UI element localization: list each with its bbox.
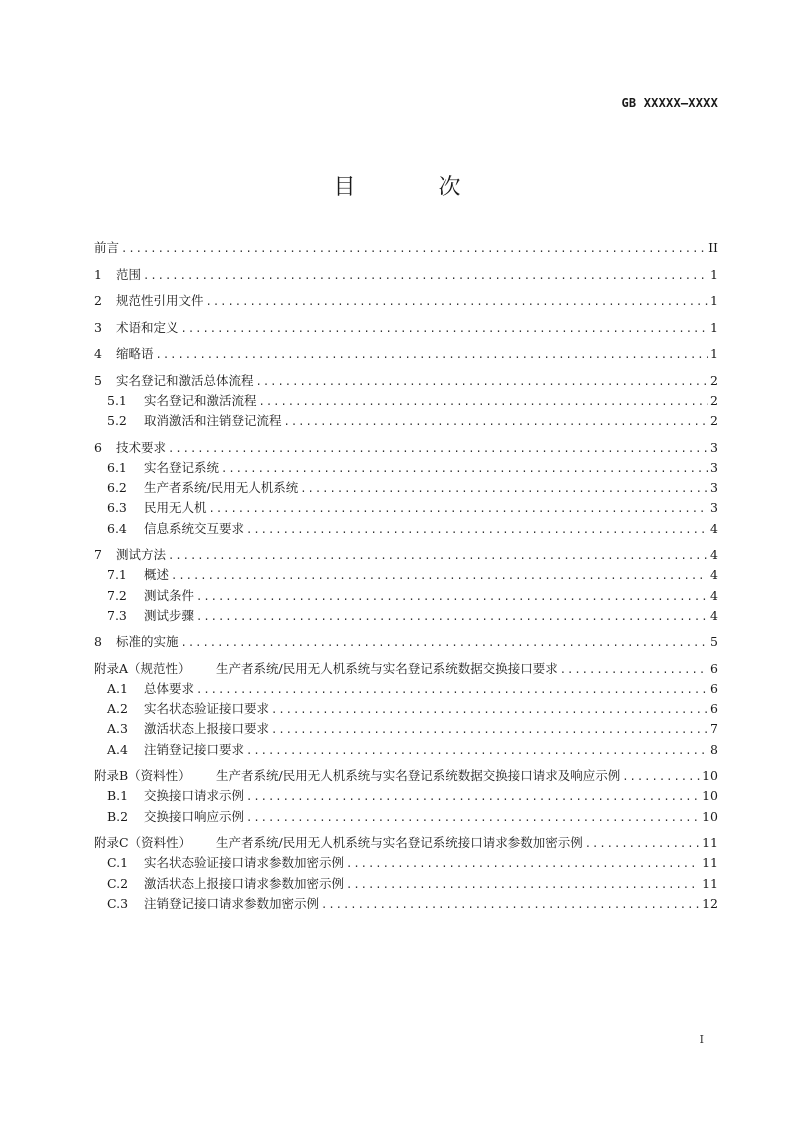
toc-page-number: 6 <box>710 660 718 676</box>
toc-page-number: 4 <box>710 547 718 563</box>
dot-leader <box>259 392 708 412</box>
toc-entry-number: B.1 <box>107 788 129 804</box>
toc-entry-title: 取消激活和注销登记流程 <box>144 413 282 429</box>
dot-leader <box>246 520 708 540</box>
toc-subentry[interactable] <box>94 586 718 606</box>
toc-entry-title: 注销登记接口请求参数加密示例 <box>144 895 320 911</box>
toc-entry-number: 8 <box>94 634 102 650</box>
toc-entry-number: 5 <box>94 372 102 388</box>
toc-entry-number: B.2 <box>107 808 129 824</box>
toc-subentry[interactable] <box>94 478 718 498</box>
toc-entry-number: A.1 <box>107 681 128 697</box>
toc-entry-title: 总体要求 <box>144 681 195 697</box>
toc-section <box>94 659 718 760</box>
toc-entry-title: 概述 <box>144 567 170 583</box>
toc-entry-title: 生产者系统/民用无人机系统与实名登记系统数据交换接口要求 <box>216 660 558 676</box>
toc-entry-title: 术语和定义 <box>116 319 179 335</box>
toc-page-number: 11 <box>702 855 718 871</box>
toc-section <box>94 545 718 626</box>
toc-entry-number: 4 <box>94 346 102 362</box>
toc-subentry[interactable] <box>94 786 718 806</box>
toc-entry[interactable] <box>94 238 718 258</box>
toc-page-number: 1 <box>710 346 718 362</box>
dot-leader <box>196 680 708 700</box>
toc-subentry[interactable] <box>94 853 718 873</box>
toc-subentry[interactable] <box>94 740 718 760</box>
toc-page-number: 4 <box>710 567 718 583</box>
toc-entry-number: 7.2 <box>107 587 127 603</box>
toc-entry[interactable] <box>94 659 718 679</box>
toc-entry-number: 2 <box>94 293 102 309</box>
toc-entry-title: 激活状态上报接口要求 <box>144 721 270 737</box>
toc-subentry[interactable] <box>94 807 718 827</box>
toc-subentry[interactable] <box>94 874 718 894</box>
dot-leader <box>121 239 706 259</box>
dot-leader <box>168 439 708 459</box>
toc-subentry[interactable] <box>94 719 718 739</box>
toc-entry-title: 实名登记系统 <box>144 460 220 476</box>
toc-entry-title: 实名登记和激活总体流程 <box>116 372 254 388</box>
toc-entry-number: 6.3 <box>107 500 127 516</box>
toc-page-number: 2 <box>710 393 718 409</box>
toc-entry-number: 6 <box>94 439 102 455</box>
toc-section <box>94 438 718 539</box>
dot-leader <box>321 895 700 915</box>
dot-leader <box>560 660 708 680</box>
toc-subentry[interactable] <box>94 391 718 411</box>
toc-entry-number: 3 <box>94 319 102 335</box>
dot-leader <box>271 720 708 740</box>
toc-subentry[interactable] <box>94 565 718 585</box>
table-of-contents <box>94 238 718 920</box>
page-number: I <box>699 1033 704 1046</box>
toc-entry-number: 6.1 <box>107 460 127 476</box>
toc-entry-number: 附录B（资料性） <box>94 768 191 784</box>
dot-leader <box>196 587 708 607</box>
toc-entry-number: 7.1 <box>107 567 127 583</box>
toc-subentry[interactable] <box>94 498 718 518</box>
toc-entry-title: 测试步骤 <box>144 607 195 623</box>
toc-page-number: 2 <box>710 413 718 429</box>
toc-page-number: 7 <box>710 721 718 737</box>
toc-entry-title: 测试方法 <box>116 547 167 563</box>
toc-entry-number: 附录C（资料性） <box>94 835 192 851</box>
dot-leader <box>246 808 700 828</box>
toc-subentry[interactable] <box>94 894 718 914</box>
dot-leader <box>284 412 708 432</box>
toc-entry[interactable] <box>94 265 718 285</box>
toc-entry-title: 生产者系统/民用无人机系统与实名登记系统接口请求参数加密示例 <box>216 835 583 851</box>
toc-page-number: 4 <box>710 607 718 623</box>
toc-page-number: 1 <box>710 266 718 282</box>
toc-page-number: 3 <box>710 480 718 496</box>
toc-entry-number: 7.3 <box>107 607 127 623</box>
dot-leader <box>181 633 708 653</box>
toc-entry-number: 6.4 <box>107 520 127 536</box>
toc-entry[interactable] <box>94 632 718 652</box>
toc-entry[interactable] <box>94 545 718 565</box>
toc-section <box>94 238 718 258</box>
toc-page-number: 2 <box>710 372 718 388</box>
toc-entry-number: A.2 <box>107 701 128 717</box>
toc-section <box>94 265 718 285</box>
dot-leader <box>585 834 700 854</box>
toc-entry[interactable] <box>94 766 718 786</box>
dot-leader <box>300 479 708 499</box>
toc-entry[interactable] <box>94 344 718 364</box>
toc-page-number: 11 <box>702 835 718 851</box>
dot-leader <box>171 566 708 586</box>
toc-entry-number: C.1 <box>107 855 129 871</box>
dot-leader <box>246 787 700 807</box>
toc-subentry[interactable] <box>94 411 718 431</box>
dot-leader <box>168 546 708 566</box>
dot-leader <box>346 854 700 874</box>
toc-entry-title: 缩略语 <box>116 346 154 362</box>
document-code: GB XXXXX—XXXX <box>621 96 718 110</box>
toc-page-number: 4 <box>710 520 718 536</box>
toc-entry-number: 5.2 <box>107 413 127 429</box>
toc-entry-title: 测试条件 <box>144 587 195 603</box>
toc-entry-number: A.4 <box>107 741 128 757</box>
dot-leader <box>143 266 708 286</box>
page-title: 目 次 <box>333 175 499 200</box>
toc-entry-title: 范围 <box>116 266 142 282</box>
toc-section <box>94 318 718 338</box>
toc-entry-title: 生产者系统/民用无人机系统 <box>144 480 299 496</box>
toc-section <box>94 344 718 364</box>
dot-leader <box>256 372 708 392</box>
toc-entry-number: C.2 <box>107 875 129 891</box>
toc-page-number: 1 <box>710 319 718 335</box>
toc-entry[interactable] <box>94 438 718 458</box>
toc-section <box>94 291 718 311</box>
toc-entry-number: 7 <box>94 547 102 563</box>
toc-entry-title: 激活状态上报接口请求参数加密示例 <box>144 875 345 891</box>
toc-entry[interactable] <box>94 371 718 391</box>
toc-subentry[interactable] <box>94 699 718 719</box>
toc-subentry[interactable] <box>94 606 718 626</box>
toc-page-number: 6 <box>710 681 718 697</box>
toc-entry-title: 规范性引用文件 <box>116 293 204 309</box>
toc-entry-title: 生产者系统/民用无人机系统与实名登记系统数据交换接口请求及响应示例 <box>216 768 621 784</box>
toc-entry-title: 实名状态验证接口要求 <box>144 701 270 717</box>
toc-entry-title: 技术要求 <box>116 439 167 455</box>
toc-subentry[interactable] <box>94 679 718 699</box>
dot-leader <box>246 741 708 761</box>
toc-page-number: 6 <box>710 701 718 717</box>
toc-page-number: 3 <box>710 439 718 455</box>
toc-entry[interactable] <box>94 291 718 311</box>
toc-entry-number: 附录A（规范性） <box>94 660 191 676</box>
toc-section <box>94 766 718 827</box>
toc-entry-number: C.3 <box>107 895 129 911</box>
toc-entry-number: A.3 <box>107 721 128 737</box>
toc-entry-title: 民用无人机 <box>144 500 207 516</box>
dot-leader <box>271 700 708 720</box>
toc-entry-number: 6.2 <box>107 480 127 496</box>
toc-entry-title: 信息系统交互要求 <box>144 520 245 536</box>
toc-page-number: 8 <box>710 741 718 757</box>
dot-leader <box>156 345 708 365</box>
toc-section <box>94 632 718 652</box>
dot-leader <box>221 459 708 479</box>
toc-page-number: 10 <box>702 808 718 824</box>
dot-leader <box>181 319 708 339</box>
toc-page-number: 4 <box>710 587 718 603</box>
toc-entry-title: 交换接口响应示例 <box>144 808 245 824</box>
toc-page-number: 10 <box>702 768 718 784</box>
toc-section <box>94 371 718 432</box>
toc-page-number: 12 <box>702 895 718 911</box>
toc-entry-title: 实名状态验证接口请求参数加密示例 <box>144 855 345 871</box>
toc-entry-title: 交换接口请求示例 <box>144 788 245 804</box>
toc-page-number: II <box>708 240 718 255</box>
toc-page-number: 3 <box>710 460 718 476</box>
toc-page-number: 10 <box>702 788 718 804</box>
toc-entry-title: 前言 <box>94 240 120 255</box>
toc-page-number: 3 <box>710 500 718 516</box>
toc-subentry[interactable] <box>94 458 718 478</box>
toc-subentry[interactable] <box>94 519 718 539</box>
dot-leader <box>196 607 708 627</box>
toc-entry-number: 5.1 <box>107 393 127 409</box>
toc-page-number: 5 <box>710 634 718 650</box>
toc-section <box>94 833 718 914</box>
toc-page-number: 11 <box>702 875 718 891</box>
dot-leader <box>346 875 700 895</box>
toc-page-number: 1 <box>710 293 718 309</box>
toc-entry[interactable] <box>94 318 718 338</box>
dot-leader <box>206 292 708 312</box>
toc-entry-title: 实名登记和激活流程 <box>144 393 257 409</box>
toc-entry[interactable] <box>94 833 718 853</box>
toc-entry-title: 标准的实施 <box>116 634 179 650</box>
dot-leader <box>622 767 700 787</box>
toc-entry-title: 注销登记接口要求 <box>144 741 245 757</box>
toc-entry-number: 1 <box>94 266 102 282</box>
dot-leader <box>209 499 708 519</box>
